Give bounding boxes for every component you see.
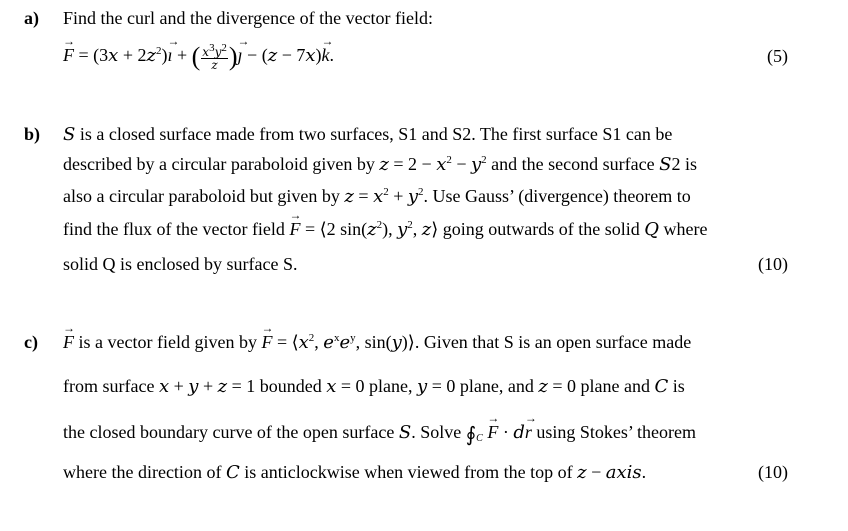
question-b-line-3: also a circular paraboloid but given by $z = x^2 + y^2$. Use Gauss’ (divergence) theorem to xyxy=(63,186,691,207)
question-a-label: a) xyxy=(24,8,39,28)
question-b-line-5: solid Q is enclosed by surface S. xyxy=(63,254,298,274)
question-b-marks: (10) xyxy=(758,254,788,274)
contour-integral-symbol: ∮C xyxy=(465,424,483,446)
question-b-label: b) xyxy=(24,124,41,144)
question-a-marks: (5) xyxy=(767,46,788,66)
question-a-text: Find the curl and the divergence of the vector field: xyxy=(63,8,434,28)
question-c-line-4: where the direction of C is anticlockwise when viewed from the top of z − axis. xyxy=(63,462,647,483)
question-c-marks: (10) xyxy=(758,462,788,482)
question-c-line-2: from surface x + y + z = 1 bounded x = 0 plane, y = 0 plane, and z = 0 plane and C is xyxy=(63,376,685,397)
question-a-equation: → $F = (3x + 2z^2)\to$ ı + ( $\frac{x^3y^2}{z}$ )→ ȷ − (z − 7x)→ k. xyxy=(63,42,334,72)
vector-F: → F xyxy=(63,45,74,66)
question-c-line-3: the closed boundary curve of the open surface S. Solve ∮C → F · d→ r using Stokes’ theorem xyxy=(63,422,696,447)
question-b-line-4: find the flux of the vector field → F = ⟨2 $\sin(z^2)$, $y^2$, z⟩ going outwards of the solid Q where xyxy=(63,219,708,240)
question-c-label: c) xyxy=(24,332,38,352)
question-b-line-2: described by a circular paraboloid given by $z = 2 - x^2 - y^2$ and the second surface S2 is xyxy=(63,154,697,175)
question-b-line-1: S is a closed surface made from two surfaces, S1 and S2. The first surface S1 can be xyxy=(63,124,673,145)
question-c-line-1: → F is a vector field given by → $F = ⟨x^2$, $e^xe^y$, sin(y)⟩. Given that S is an open surface made xyxy=(63,332,691,353)
